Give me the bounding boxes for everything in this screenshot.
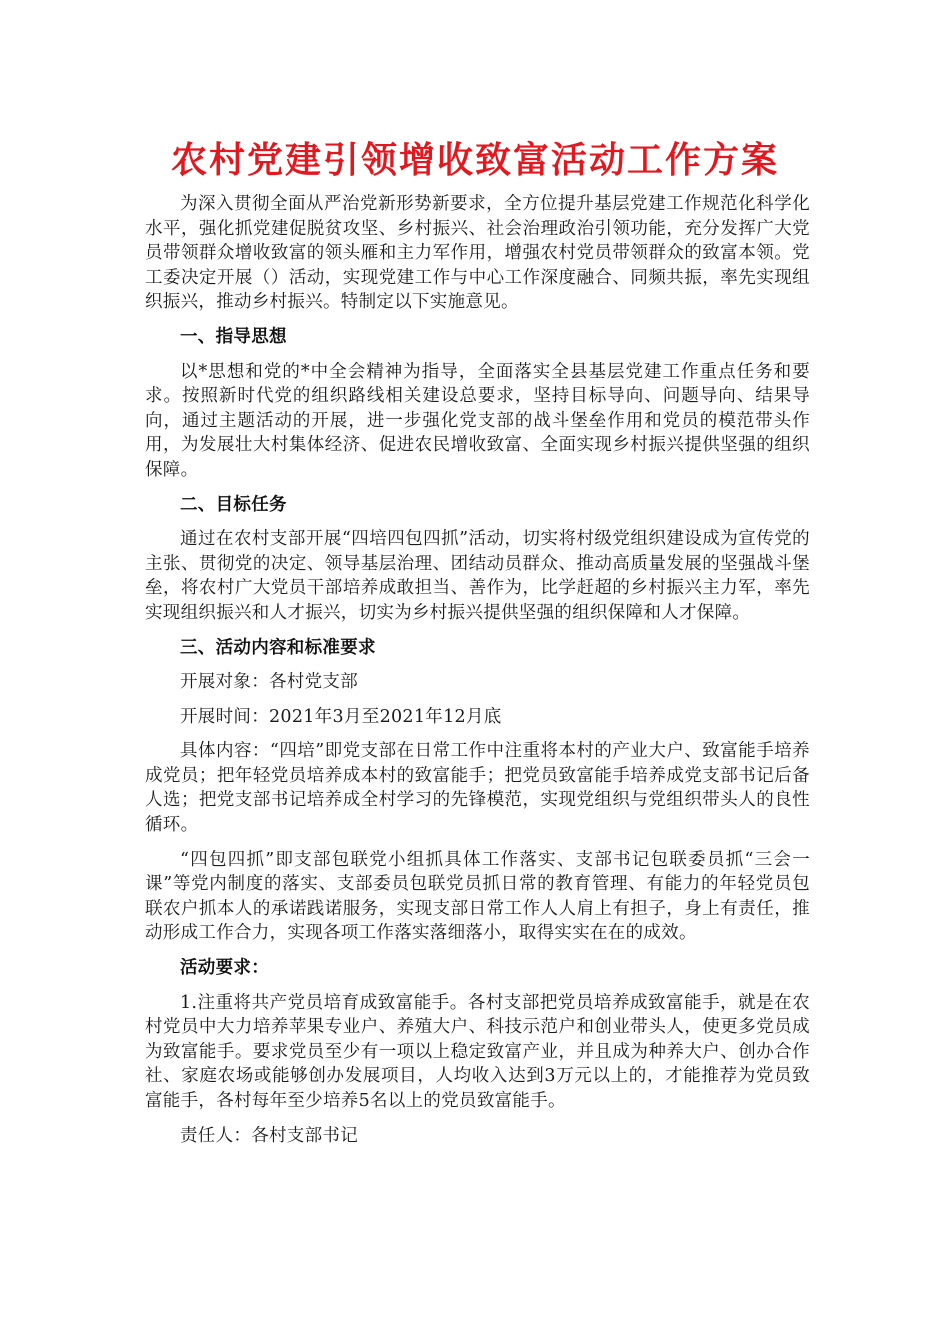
goals-paragraph: 通过在农村支部开展“四培四包四抓”活动，切实将村级党组织建设成为宣传党的主张、贯彻党的决定、领导基层治理、团结动员群众、推动高质量发展的坚强战斗堡垒，将农村广大党员干部培养成敢担当、善作为，比学赶超的乡村振兴主力军，率先实现组织振兴和人才振兴，切实为乡村振兴提供坚强的组织保障和人才保障。	[145, 529, 810, 623]
document-title: 农村党建引领增收致富活动工作方案	[170, 139, 779, 181]
requirements-heading: 活动要求：	[180, 958, 269, 979]
section-heading-goals: 二、目标任务	[180, 494, 287, 515]
responsible-person-line: 责任人：各村支部书记	[180, 1125, 358, 1146]
activity-content-paragraph-2: “四包四抓”即支部包联党小组抓具体工作落实、支部书记包联委员抓“三会一课”等党内制度的落实、支部委员包联党员抓日常的教育管理、有能力的年轻党员包联农户抓本人的承诺践诺服务，实现支部日常工作人人肩上有担子，身上有责任，推动形成工作合力，实现各项工作落实落细落小，取得实实在在的成效。	[145, 849, 810, 944]
activity-time-line: 开展时间：2021年3月至2021年12月底	[180, 706, 502, 727]
requirement-item-1: 1.注重将共产党员培育成致富能手。各村支部把党员培养成致富能手，就是在农村党员中大力培养苹果专业户、养殖大户、科技示范户和创业带头人，使更多党员成为致富能手。要求党员至少有一项以上稳定致富产业，并且成为种养大户、创办合作社、家庭农场或能够创办发展项目，人均收入达到3万元以上的，才能推荐为党员致富能手，各村每年至少培养5名以上的党员致富能手。	[145, 992, 810, 1111]
document-body	[145, 192, 810, 1148]
activity-content-paragraph-1: 具体内容：“四培”即党支部在日常工作中注重将本村的产业大户、致富能手培养成党员；把年轻党员培养成本村的致富能手；把党员致富能手培养成党支部书记后备人选；把党支部书记培养成全村学习的先锋模范，实现党组织与党组织带头人的良性循环。	[145, 741, 810, 836]
section-heading-guiding-ideology: 一、指导思想	[180, 326, 287, 347]
section-heading-activity-content: 三、活动内容和标准要求	[180, 637, 376, 658]
guiding-ideology-paragraph: 以*思想和党的*中全会精神为指导，全面落实全县基层党建工作重点任务和要求。按照新时代党的组织路线相关建设总要求，坚持目标导向、问题导向、结果导向，通过主题活动的开展，进一步强化党支部的战斗堡垒作用和党员的模范带头作用，为发展壮大村集体经济、促进农民增收致富、全面实现乡村振兴提供坚强的组织保障。	[145, 361, 810, 480]
activity-target-line: 开展对象：各村党支部	[180, 672, 358, 693]
intro-paragraph: 为深入贯彻全面从严治党新形势新要求，全方位提升基层党建工作规范化科学化水平，强化抓党建促脱贫攻坚、乡村振兴、社会治理政治引领功能，充分发挥广大党员带领群众增收致富的领头雁和主力军作用，增强农村党员带领群众的致富本领。党工委决定开展（）活动，实现党建工作与中心工作深度融合、同频共振，率先实现组织振兴，推动乡村振兴。特制定以下实施意见。	[145, 194, 810, 313]
